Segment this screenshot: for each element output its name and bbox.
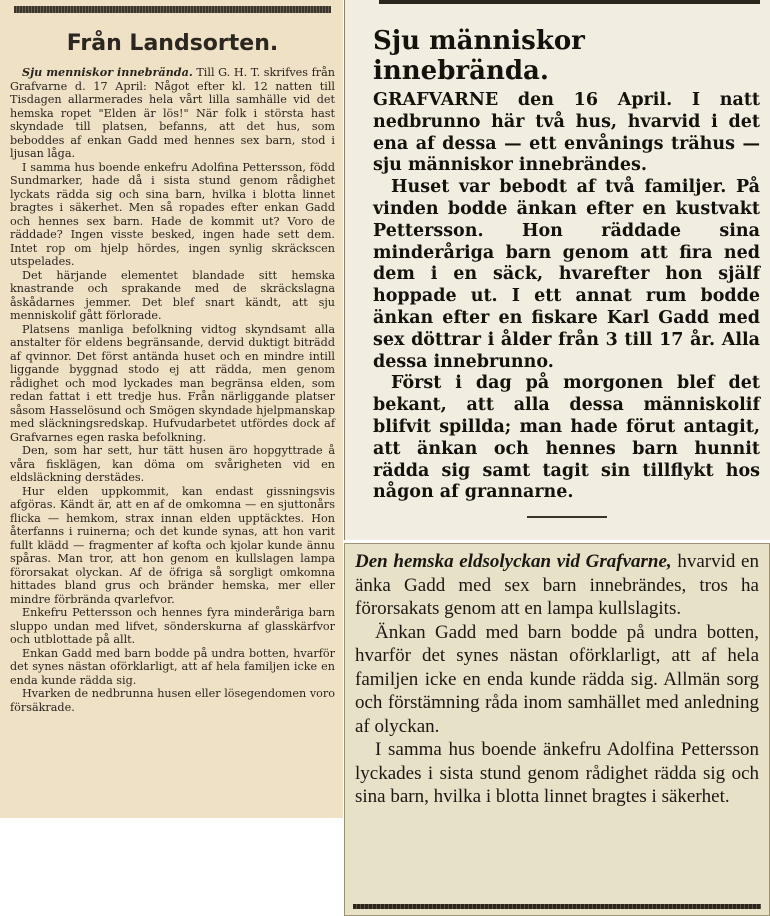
- section-heading: Från Landsorten.: [66, 31, 279, 56]
- top-rule: [379, 0, 760, 4]
- end-rule: [527, 516, 607, 518]
- article-intro: Till G. H. T. skrifves från Grafvarne d. 17 April:: [10, 66, 335, 93]
- article-paragraph: Hur elden uppkommit, kan endast gissningsvis afgöras. Kändt är, att en af de omkomna — en sjuttonårs flicka — hemkom, strax innan elden upptäcktes. Hon återfanns i ruinerna; och det kunde synas, att hon varit fullt klädd — fragmenter af kofta och kjolar kunde ännu spåras. Man tror, att hon genom en kullslagen lampa förorsakat olyckan. Af de öfriga så sorgligt omkomna hittades bland grus och bränder hemska, mer eller mindre förbrända qvarlefvor.: [10, 484, 335, 606]
- article-paragraph: Enkefru Pettersson och hennes fyra minderåriga barn sluppo undan med lifvet, sönderskurna af glasskärfvor och utblottade på allt.: [10, 606, 335, 646]
- article-paragraph: Det härjande elementet blandade sitt hemska knastrande och sprakande med de skräckslagna åskådarnes jemmer. Det blef snart kändt, att sju menniskolif gått förlorade.: [10, 268, 335, 322]
- article-paragraph: Den, som har sett, hur tätt husen äro hopgyttrade å våra fisklägen, kan döma om svårigheten vid en eldsläckning derstädes.: [10, 444, 335, 484]
- article-paragraph: Enkan Gadd med barn bodde på undra botten, hvarför det synes nästan oförklarligt, att af hela familjen icke en enda kunde rädda sig.: [10, 646, 335, 687]
- paragraph-text: hvarvid en änka Gadd med sex barn innebrändes, tros ha förorsakats genom att en lampa kullslagits.: [355, 551, 759, 619]
- article-body: [373, 90, 760, 504]
- article-paragraph: Först i dag på morgonen blef det bekant, att alla dessa människolif blifvit spillda; man hade förut antagit, att änkan och hennes barn hunnit rädda sig samt tagit sin tillflykt hos någon af grannarne.: [373, 373, 760, 503]
- article-paragraph: I samma hus boende enkefru Adolfina Pettersson, född Sundmarker, hade då i sista stund genom rådighet lyckats rädda sig och sina barn, hvilka i blotta linnet bragtes i säkerhet. Men så ropades efter enkan Gadd och hennes sex barn. Hade de kommit ut? Voro de räddade? Ingen visste besked, ingen hade sett dem. Intet rop om hjelp hördes, ingen synlig skräckscen utspelades.: [10, 160, 335, 268]
- clipping-right-bottom: [344, 543, 770, 916]
- article-paragraph: GRAFVARNE den 16 April. I natt nedbrunno här två hus, hvarvid i det ena af dessa — ett envånings trähus — sju människor innebrändes.: [373, 90, 760, 176]
- article-paragraph: Platsens manliga befolkning vidtog skyndsamt alla anstalter för eldens begränsande, dervid duktigt biträdd af qvinnor. Det först antända huset och en mindre intill liggande byggnad stodo ej att rädda, men genom rådighet och mod lyckades man begränsa elden, som redan fattat i ett tredje hus. Från närliggande platser såsom Hasselösund och Smögen skyndade hjelpmanskap med släckningsredskap. Hufvudarbetet utfördes dock af Grafvarnes egen raska befolkning.: [10, 322, 335, 444]
- article-lead-title: Sju menniskor innebrända.: [22, 65, 193, 79]
- article-body: [355, 550, 759, 809]
- article-headline: Sju människor innebrända.: [373, 26, 585, 86]
- bottom-rule: [353, 904, 761, 909]
- article-paragraph: [10, 66, 335, 161]
- clipping-right-top: [344, 0, 770, 540]
- article-paragraph: Huset var bebodt af två familjer. På vinden bodde änkan efter en kustvakt Pettersson. Hon räddade sina minderåriga barn genom att fira ned dem i en säck, hvarefter hon själf hoppade ut. I ett annat rum bodde änkan efter en fiskare Karl Gadd med sex döttrar i ålder från 3 till 17 år. Alla dessa innebrunno.: [373, 177, 760, 372]
- top-rule: [14, 6, 331, 13]
- article-paragraph: [355, 550, 759, 621]
- article-paragraph: Änkan Gadd med barn bodde på undra botten, hvarför det synes nästan oförklarligt, att af hela familjen icke en enda kunde rädda sig. Allmän sorg och förstämning råda inom samhället med anledning af olyckan.: [355, 621, 759, 737]
- clipping-left: [0, 0, 343, 818]
- paragraph-text: Något efter kl. 12 natten till Tisdagen allarmerades hela vårt lilla samhälle vid det hemska ropet "Elden är lös!" När folk i största hast skyndade till platsen, befanns, att det hus, som beboddes af enkan Gadd med hennes sex barn, stod i ljusan låga.: [10, 79, 335, 160]
- article-body: [10, 66, 335, 714]
- article-lead-title: Den hemska eldsolyckan vid Grafvarne,: [355, 551, 672, 572]
- article-paragraph: I samma hus boende änkefru Adolfina Pettersson lyckades i sista stund genom rådighet rädda sig och sina barn, hvilka i blotta linnet bragtes i säkerhet.: [355, 739, 759, 807]
- article-paragraph: Hvarken de nedbrunna husen eller lösegendomen voro försäkrade.: [10, 687, 335, 714]
